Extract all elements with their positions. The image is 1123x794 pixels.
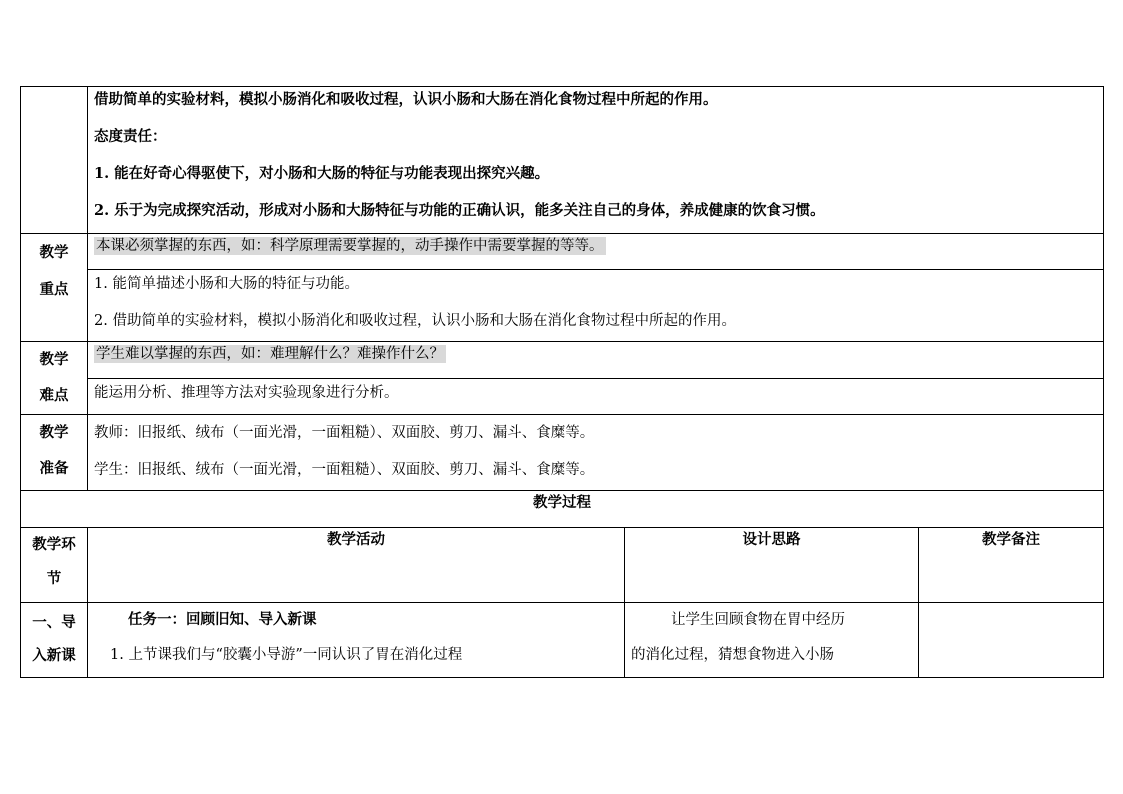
process-title-row (21, 491, 1104, 528)
task-title: 任务一：回顾旧知、导入新课 (128, 611, 317, 628)
activity-text: 1. 上节课我们与“胶囊小导游”一同认识了胃在消化过程 (110, 647, 463, 663)
key-points-hint-row (21, 234, 1104, 270)
lesson-plan-table (20, 86, 1104, 678)
difficulties-content-row (21, 378, 1104, 415)
process-title: 教学过程 (21, 491, 1104, 528)
difficulties-hint-cell (88, 342, 1104, 379)
attitude-item-2: 2. 乐于为完成探究活动，形成对小肠和大肠特征与功能的正确认识，能多关注自己的身体，养成健康的饮食习惯。 (94, 202, 825, 219)
process-row-1 (21, 603, 1104, 678)
difficulties-label: 教学 难点 (21, 342, 88, 415)
design-text-2: 的消化过程，猜想食物进入小肠 (631, 647, 834, 663)
teacher-materials: 教师：旧报纸、绒布（一面光滑，一面粗糙）、双面胶、剪刀、漏斗、食糜等。 (94, 425, 595, 441)
attitude-heading: 态度责任： (94, 128, 167, 145)
objectives-cell (88, 87, 1104, 234)
attitude-item-1: 1. 能在好奇心得驱使下，对小肠和大肠的特征与功能表现出探究兴趣。 (94, 165, 550, 182)
activity-header: 教学活动 (88, 528, 625, 603)
key-points-content-row (21, 270, 1104, 342)
activity-cell-1 (88, 603, 625, 678)
design-cell-1 (625, 603, 919, 678)
notes-header: 教学备注 (919, 528, 1104, 603)
design-text-1: 让学生回顾食物在胃中经历 (671, 612, 845, 628)
difficulty-text: 能运用分析、推理等方法对实验现象进行分析。 (94, 384, 399, 401)
key-points-label: 教学 重点 (21, 234, 88, 342)
preparation-cell (88, 415, 1104, 491)
stage-header: 教学环 节 (21, 528, 88, 603)
objective-text: 借助简单的实验材料，模拟小肠消化和吸收过程，认识小肠和大肠在消化食物过程中所起的作用。 (94, 91, 718, 108)
preparation-label: 教学 准备 (21, 415, 88, 491)
stage-cell-1: 一、导 入新课 (21, 603, 88, 678)
difficulties-hint: 学生难以掌握的东西，如：难理解什么？难操作什么？ (96, 346, 444, 362)
process-header-row (21, 528, 1104, 603)
difficulties-hint-row (21, 342, 1104, 379)
key-point-2: 2. 借助简单的实验材料，模拟小肠消化和吸收过程，认识小肠和大肠在消化食物过程中所起的作用。 (94, 313, 736, 329)
student-materials: 学生：旧报纸、绒布（一面光滑，一面粗糙）、双面胶、剪刀、漏斗、食糜等。 (94, 462, 595, 478)
objectives-label-cell (21, 87, 88, 234)
objectives-row (21, 87, 1104, 234)
key-points-content-cell (88, 270, 1104, 342)
key-point-1: 1. 能简单描述小肠和大肠的特征与功能。 (94, 276, 359, 292)
design-header: 设计思路 (625, 528, 919, 603)
key-points-hint: 本课必须掌握的东西，如：科学原理需要掌握的，动手操作中需要掌握的等等。 (96, 238, 604, 254)
key-points-hint-cell (88, 234, 1104, 270)
difficulties-content-cell (88, 378, 1104, 415)
notes-cell-1 (919, 603, 1104, 678)
preparation-row (21, 415, 1104, 491)
